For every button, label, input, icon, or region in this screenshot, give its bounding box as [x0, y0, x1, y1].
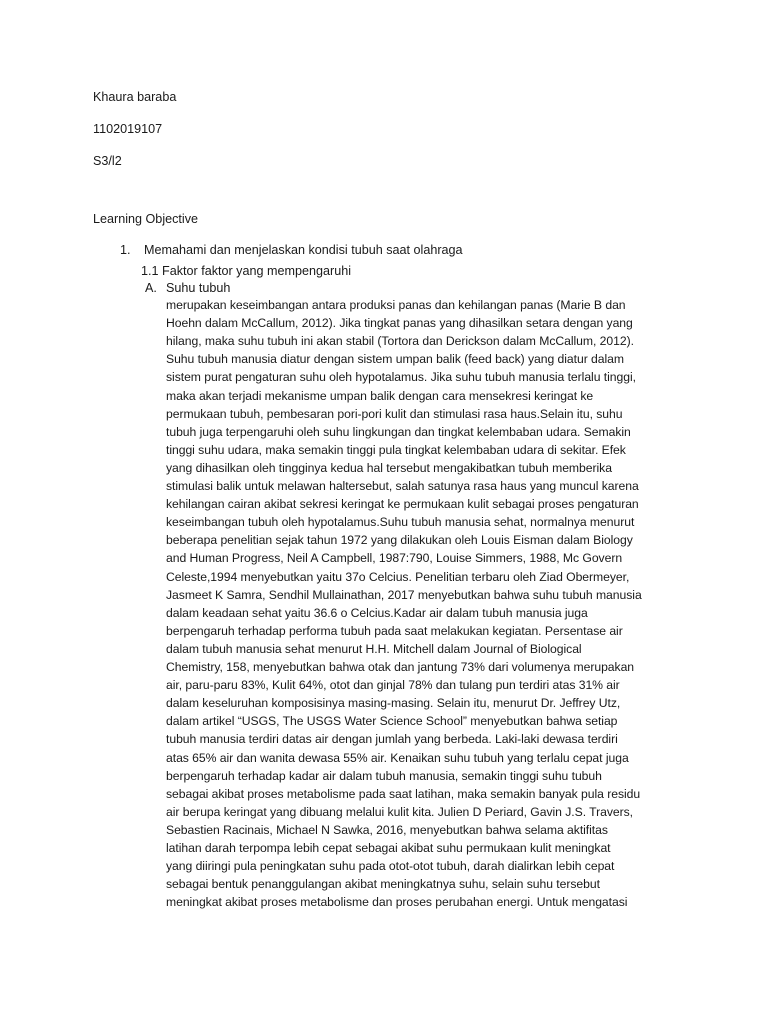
outline-item-1-text: Memahami dan menjelaskan kondisi tubuh saat olahraga	[144, 243, 463, 257]
body-line: merupakan keseimbangan antara produksi panas dan kehilangan panas (Marie B dan	[166, 298, 626, 312]
body-line: yang diiringi pula peningkatan suhu pada otot-otot tubuh, darah dialirkan lebih cepat	[166, 859, 615, 874]
outline-item-1-1	[141, 263, 351, 279]
body-line: Suhu tubuh manusia diatur dengan sistem umpan balik (feed back) yang diatur dalam	[166, 352, 624, 367]
outline-item-a-text: Suhu tubuh	[166, 281, 231, 295]
body-line: tubuh manusia terdiri datas air dengan jumlah yang berbeda. Laki-laki dewasa terdiri	[166, 732, 618, 747]
body-line: maka akan terjadi mekanisme umpan balik dengan cara mensekresi keringat ke	[166, 388, 594, 403]
outline-item-1-number: 1.	[120, 243, 131, 257]
body-line: air, paru-paru 83%, Kulit 64%, otot dan ginjal 78% dan tulang pun terdiri atas 31% air	[166, 678, 620, 693]
body-line: and Human Progress, Neil A Campbell, 1987:790, Louise Simmers, 1988, Mc Govern	[166, 551, 623, 566]
body-line: Chemistry, 158, menyebutkan bahwa otak dan jantung 73% dari volumenya merupakan	[166, 660, 635, 674]
body-line: meningkat akibat proses metabolisme dan proses perubahan energi. Untuk mengatasi	[166, 895, 628, 910]
outline-item-1-1-text: Faktor faktor yang mempengaruhi	[162, 264, 351, 278]
body-line: stimulasi balik untuk melawan haltersebut, salah satunya rasa haus yang muncul karena	[166, 479, 639, 493]
body-line: atas 65% air dan wanita dewasa 55% air. Kenaikan suhu tubuh yang terlalu cepat juga	[166, 750, 629, 765]
body-line: Jasmeet K Samra, Sendhil Mullainathan, 2017 menyebutkan bahwa suhu tubuh manusia	[166, 587, 642, 602]
student-name: Khaura baraba	[93, 90, 177, 104]
class-group: S3/l2	[93, 154, 122, 168]
body-line: Celeste,1994 menyebutkan yaitu 37o Celcius. Penelitian terbaru oleh Ziad Obermeyer,	[166, 569, 630, 584]
body-line: berpengaruh terhadap kadar air dalam tubuh manusia, semakin tinggi suhu tubuh	[166, 768, 602, 783]
outline-item-1-1-number: 1.1	[141, 264, 159, 278]
body-line: keseimbangan tubuh oleh hypotalamus.Suhu tubuh manusia sehat, normalnya menurut	[166, 515, 635, 530]
body-line: dalam keadaan sehat yaitu 36.6 o Celcius.Kadar air dalam tubuh manusia juga	[166, 605, 588, 620]
body-line: berpengaruh terhadap performa tubuh pada saat melakukan kegiatan. Persentase air	[166, 623, 623, 638]
outline-item-a-number: A.	[145, 281, 157, 295]
section-title: Learning Objective	[93, 212, 199, 226]
body-line: sebagai bentuk penanggulangan akibat meningkatnya suhu, selain suhu tersebut	[166, 877, 600, 892]
body-line: beberapa penelitian sejak tahun 1972 yang dilakukan oleh Louis Eisman dalam Biology	[166, 533, 633, 548]
body-line: yang dihasilkan oleh tingginya kedua hal tersebut mengakibatkan tubuh memberika	[166, 460, 612, 475]
body-line: dalam keseluruhan komposisinya masing-masing. Selain itu, menurut Dr. Jeffrey Utz,	[166, 696, 621, 711]
body-line: tinggi suhu udara, maka semakin tinggi pula tingkat kelembaban udara di sekitar. Efek	[166, 442, 626, 457]
body-line: sebagai akibat proses metabolisme pada saat latihan, maka semakin banyak pula residu	[166, 786, 641, 801]
body-line: tubuh juga terpengaruhi oleh suhu lingkungan dan tingkat kelembaban udara. Semakin	[166, 424, 631, 439]
body-line: kehilangan cairan akibat sekresi keringat ke permukaan kulit sebagai proses pengaturan	[166, 497, 639, 512]
body-line: sistem purat pengaturan suhu oleh hypotalamus. Jika suhu tubuh manusia terlalu tinggi,	[166, 370, 636, 385]
outline-item-1	[120, 242, 463, 258]
body-line: air berupa keringat yang dibuang melalui kulit kita. Julien D Periard, Gavin J.S. Travers,	[166, 804, 633, 819]
body-line: permukaan tubuh, pembesaran pori-pori kulit dan stimulasi rasa haus.Selain itu, suhu	[166, 406, 623, 421]
body-line: hilang, maka suhu tubuh ini akan stabil (Tortora dan Derickson dalam McCallum, 2012).	[166, 334, 634, 349]
outline-item-a	[145, 280, 230, 296]
body-line: dalam tubuh manusia sehat menurut H.H. Mitchell dalam Journal of Biological	[166, 641, 582, 656]
body-line: dalam artikel “USGS, The USGS Water Science School” menyebutkan bahwa setiap	[166, 714, 618, 729]
student-id: 1102019107	[93, 122, 163, 136]
body-line: Sebastien Racinais, Michael N Sawka, 2016, menyebutkan bahwa selama aktifitas	[166, 822, 608, 837]
body-line: Hoehn dalam McCallum, 2012). Jika tingkat panas yang dihasilkan setara dengan yang	[166, 316, 633, 331]
body-line: latihan darah terpompa lebih cepat sebagai akibat suhu permukaan kulit meningkat	[166, 841, 611, 855]
